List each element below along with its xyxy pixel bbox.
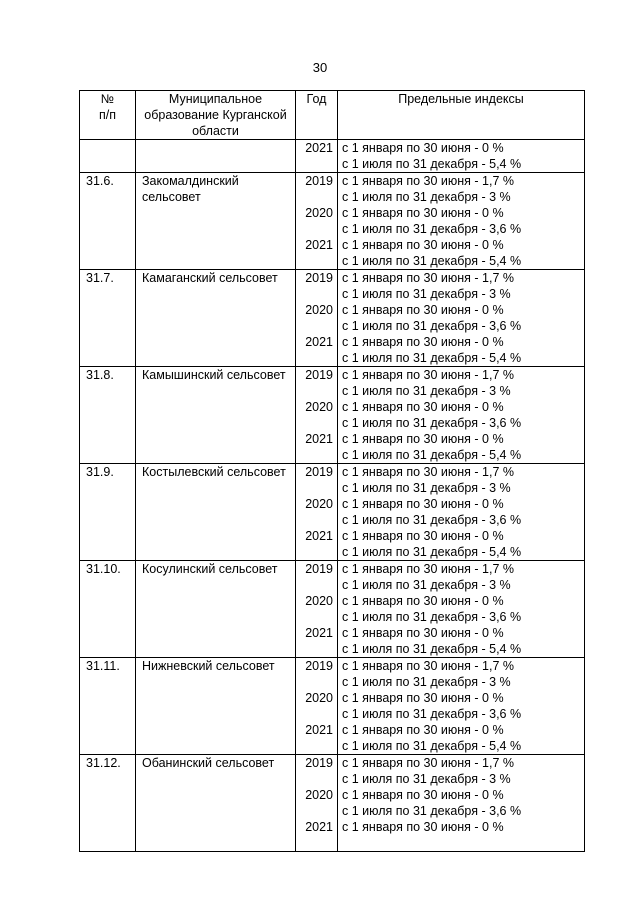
header-municipality: Муниципальное образование Курганской области [136,91,296,140]
row-municipality [136,140,296,173]
row-years [296,140,338,173]
index-line: с 1 июля по 31 декабря - 5,4 % [342,157,522,171]
year-value: 2020 [305,400,333,414]
table-row [80,755,585,852]
row-indexes [338,140,585,173]
row-num: 31.11. [80,658,136,755]
row-indexes [338,173,585,270]
row-indexes [338,270,585,367]
row-indexes [338,658,585,755]
year-value: 2020 [305,691,333,705]
year-value: 2019 [305,465,333,479]
index-line: с 1 июля по 31 декабря - 5,4 % [342,254,522,268]
index-line: с 1 июля по 31 декабря - 3 % [342,578,511,592]
row-indexes [338,464,585,561]
index-line: с 1 января по 30 июня - 0 % [342,723,504,737]
index-line: с 1 июля по 31 декабря - 3,6 % [342,804,522,818]
row-indexes [338,561,585,658]
row-indexes [338,755,585,852]
year-value: 2019 [305,756,333,770]
row-num: 31.8. [80,367,136,464]
year-value: 2020 [305,788,333,802]
row-years [296,755,338,852]
index-line: с 1 июля по 31 декабря - 5,4 % [342,545,522,559]
row-municipality: Косулинский сельсовет [136,561,296,658]
index-line: с 1 января по 30 июня - 1,7 % [342,368,514,382]
index-line: с 1 июля по 31 декабря - 3 % [342,481,511,495]
row-years [296,561,338,658]
index-line: с 1 января по 30 июня - 0 % [342,691,504,705]
index-line: с 1 июля по 31 декабря - 3 % [342,675,511,689]
row-num: 31.9. [80,464,136,561]
header-indexes: Предельные индексы [338,91,585,140]
price-index-table [79,90,585,852]
index-line: с 1 июля по 31 декабря - 3,6 % [342,610,522,624]
row-municipality: Камаганский сельсовет [136,270,296,367]
year-value: 2021 [305,820,333,834]
index-line: с 1 января по 30 июня - 0 % [342,206,504,220]
index-line: с 1 января по 30 июня - 0 % [342,400,504,414]
row-municipality: Обанинский сельсовет [136,755,296,852]
page-number: 30 [312,60,328,75]
index-line: с 1 января по 30 июня - 0 % [342,820,504,834]
index-line: с 1 июля по 31 декабря - 3,6 % [342,319,522,333]
year-value: 2021 [305,238,333,252]
index-line: с 1 января по 30 июня - 0 % [342,594,504,608]
index-line: с 1 июля по 31 декабря - 5,4 % [342,642,522,656]
table-header-row [80,91,585,140]
row-num [80,140,136,173]
index-line: с 1 января по 30 июня - 1,7 % [342,174,514,188]
row-num: 31.7. [80,270,136,367]
table-row [80,464,585,561]
year-value: 2020 [305,303,333,317]
index-line: с 1 января по 30 июня - 0 % [342,141,504,155]
index-line: с 1 июля по 31 декабря - 3 % [342,772,511,786]
index-line: с 1 января по 30 июня - 0 % [342,238,504,252]
header-num: № п/п [80,91,136,140]
index-line: с 1 июля по 31 декабря - 3,6 % [342,416,522,430]
index-line: с 1 января по 30 июня - 1,7 % [342,562,514,576]
year-value: 2019 [305,562,333,576]
year-value: 2021 [305,529,333,543]
index-line: с 1 января по 30 июня - 0 % [342,303,504,317]
row-years [296,173,338,270]
year-value: 2019 [305,271,333,285]
table-row [80,270,585,367]
row-years [296,270,338,367]
index-line: с 1 июля по 31 декабря - 5,4 % [342,448,522,462]
index-line: с 1 июля по 31 декабря - 3,6 % [342,513,522,527]
header-year: Год [296,91,338,140]
index-line: с 1 июля по 31 декабря - 5,4 % [342,739,522,753]
index-line: с 1 января по 30 июня - 0 % [342,626,504,640]
table-row [80,658,585,755]
year-value: 2021 [305,335,333,349]
year-value: 2019 [305,368,333,382]
index-line: с 1 января по 30 июня - 1,7 % [342,271,514,285]
index-line: с 1 января по 30 июня - 1,7 % [342,756,514,770]
year-value: 2020 [305,206,333,220]
index-line: с 1 июля по 31 декабря - 3 % [342,287,511,301]
year-value: 2020 [305,497,333,511]
index-line: с 1 июля по 31 декабря - 5,4 % [342,351,522,365]
year-value: 2019 [305,174,333,188]
index-line: с 1 января по 30 июня - 1,7 % [342,465,514,479]
row-num: 31.6. [80,173,136,270]
row-num: 31.10. [80,561,136,658]
index-line: с 1 июля по 31 декабря - 3,6 % [342,222,522,236]
year-value: 2021 [305,141,333,155]
row-municipality: Нижневский сельсовет [136,658,296,755]
index-line: с 1 января по 30 июня - 0 % [342,529,504,543]
row-num: 31.12. [80,755,136,852]
table-row [80,367,585,464]
index-line: с 1 января по 30 июня - 0 % [342,497,504,511]
index-line: с 1 июля по 31 декабря - 3 % [342,190,511,204]
row-years [296,658,338,755]
index-line: с 1 июля по 31 декабря - 3,6 % [342,707,522,721]
year-value: 2020 [305,594,333,608]
row-municipality: Закомалдинский сельсовет [136,173,296,270]
row-indexes [338,367,585,464]
year-value: 2019 [305,659,333,673]
row-years [296,367,338,464]
row-years [296,464,338,561]
year-value: 2021 [305,626,333,640]
table-row-continuation [80,140,585,173]
index-line: с 1 июля по 31 декабря - 3 % [342,384,511,398]
index-line: с 1 января по 30 июня - 1,7 % [342,659,514,673]
year-value: 2021 [305,432,333,446]
row-municipality: Камышинский сельсовет [136,367,296,464]
index-line: с 1 января по 30 июня - 0 % [342,788,504,802]
index-line: с 1 января по 30 июня - 0 % [342,335,504,349]
year-value: 2021 [305,723,333,737]
index-line: с 1 января по 30 июня - 0 % [342,432,504,446]
row-municipality: Костылевский сельсовет [136,464,296,561]
table-row [80,561,585,658]
table-row [80,173,585,270]
